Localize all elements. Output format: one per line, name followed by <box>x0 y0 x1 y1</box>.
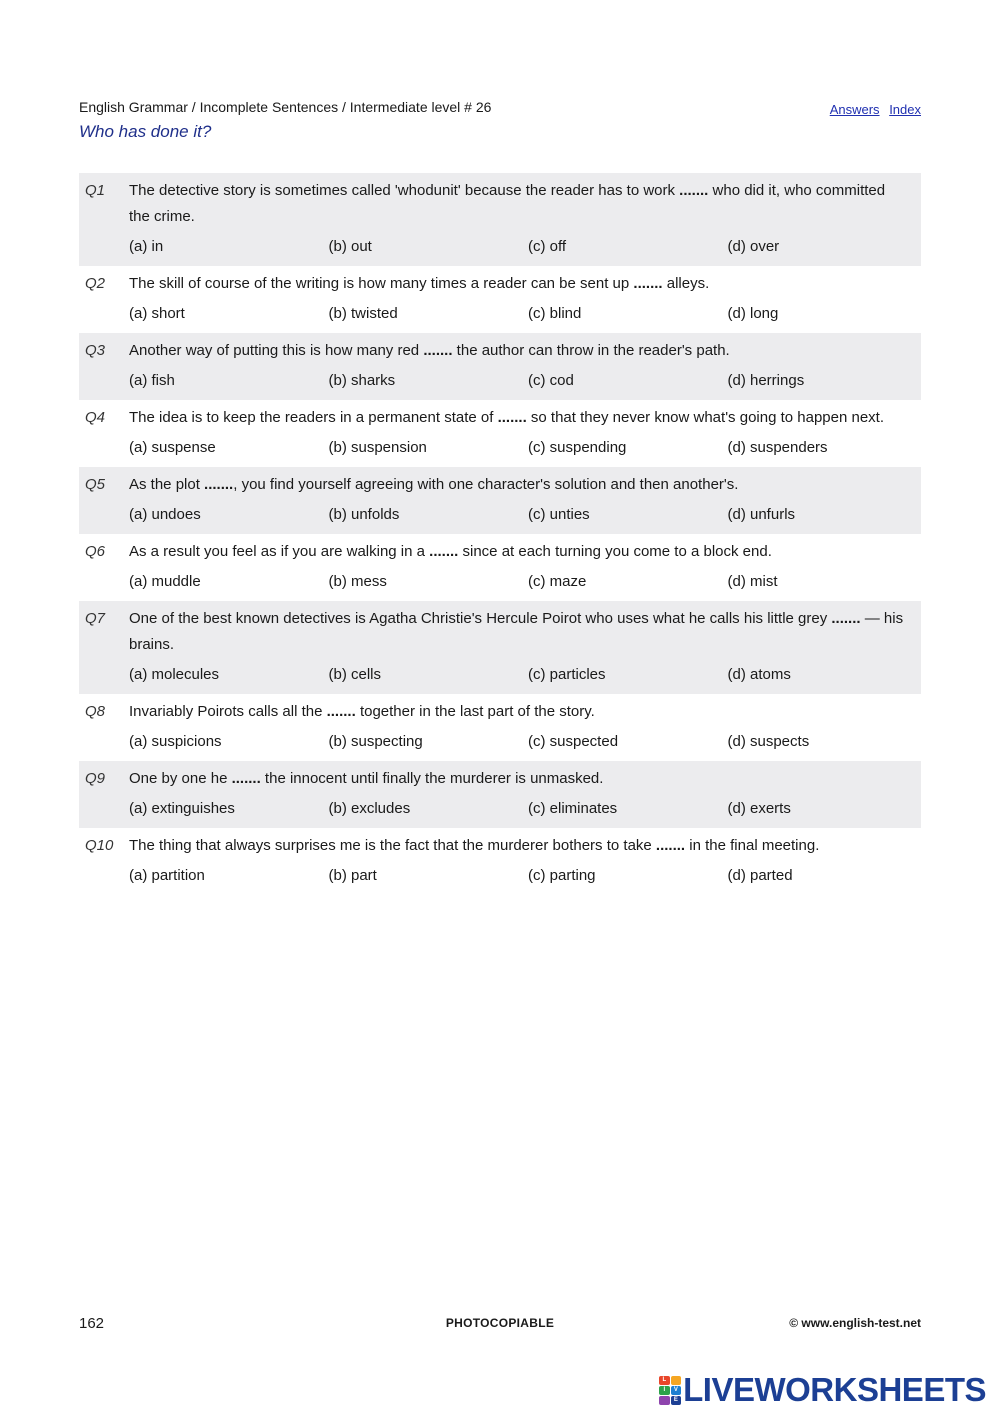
question-number: Q10 <box>85 837 114 854</box>
question-text: Invariably Poirots calls all the ....... together in the last part of the story. <box>129 703 595 720</box>
option-b[interactable]: (b) cells <box>328 666 382 683</box>
option-c[interactable]: (c) off <box>528 238 567 255</box>
question-text: The detective story is sometimes called 'whodunit' because the reader has to work ....... who did it, who committed the crime. <box>129 182 886 225</box>
option-b[interactable]: (b) suspecting <box>328 733 423 750</box>
page-number: 162 <box>79 1315 105 1332</box>
question-list <box>79 173 921 895</box>
blank: ....... <box>204 476 234 493</box>
question-number: Q1 <box>85 182 106 199</box>
photocopiable-label: PHOTOCOPIABLE <box>445 1316 555 1330</box>
options <box>129 571 921 593</box>
option-d[interactable]: (d) atoms <box>727 666 791 683</box>
option-c[interactable]: (c) blind <box>528 305 582 322</box>
option-d[interactable]: (d) exerts <box>727 800 791 817</box>
option-d[interactable]: (d) long <box>727 305 779 322</box>
options <box>129 664 921 686</box>
question-text: Another way of putting this is how many red ....... the author can throw in the reader's path. <box>129 342 730 359</box>
option-d[interactable]: (d) suspects <box>727 733 810 750</box>
question-item <box>79 173 921 266</box>
answers-link[interactable]: Answers <box>829 102 880 117</box>
blank: ....... <box>326 703 356 720</box>
blank: ....... <box>831 610 861 627</box>
option-c[interactable]: (c) maze <box>528 573 587 590</box>
options <box>129 370 921 392</box>
logo-tile <box>671 1376 682 1385</box>
question-item <box>79 333 921 400</box>
question-item <box>79 266 921 333</box>
question-item <box>79 534 921 601</box>
question-number: Q4 <box>85 409 106 426</box>
option-a[interactable]: (a) extinguishes <box>129 800 235 817</box>
blank: ....... <box>633 275 663 292</box>
question-item <box>79 601 921 694</box>
page-title: Who has done it? <box>79 122 212 141</box>
liveworksheets-logo-icon <box>659 1376 681 1404</box>
logo-tile: L <box>659 1376 670 1385</box>
option-a[interactable]: (a) suspense <box>129 439 216 456</box>
option-c[interactable]: (c) eliminates <box>528 800 618 817</box>
option-c[interactable]: (c) parting <box>528 867 596 884</box>
option-b[interactable]: (b) unfolds <box>328 506 400 523</box>
question-text: The idea is to keep the readers in a permanent state of ....... so that they never know what's going to happen next. <box>129 409 885 426</box>
question-number: Q8 <box>85 703 106 720</box>
brand-name: LIVEWORKSHEETS <box>683 1371 986 1408</box>
option-a[interactable]: (a) partition <box>129 867 205 884</box>
question-number: Q6 <box>85 543 106 560</box>
option-b[interactable]: (b) mess <box>328 573 387 590</box>
copyright: © www.english-test.net <box>789 1316 921 1330</box>
option-b[interactable]: (b) sharks <box>328 372 396 389</box>
options <box>129 303 921 325</box>
options <box>129 865 921 887</box>
option-a[interactable]: (a) muddle <box>129 573 201 590</box>
option-a[interactable]: (a) suspicions <box>129 733 222 750</box>
question-text: As the plot ......., you find yourself agreeing with one character's solution and then another's. <box>129 476 739 493</box>
option-a[interactable]: (a) fish <box>129 372 175 389</box>
option-d[interactable]: (d) over <box>727 238 780 255</box>
question-number: Q9 <box>85 770 106 787</box>
option-b[interactable]: (b) out <box>328 238 372 255</box>
index-link[interactable]: Index <box>889 102 921 117</box>
option-c[interactable]: (c) suspected <box>528 733 619 750</box>
option-d[interactable]: (d) suspenders <box>727 439 828 456</box>
option-c[interactable]: (c) cod <box>528 372 574 389</box>
question-number: Q3 <box>85 342 106 359</box>
option-a[interactable]: (a) undoes <box>129 506 201 523</box>
options <box>129 731 921 753</box>
option-d[interactable]: (d) herrings <box>727 372 805 389</box>
question-item <box>79 694 921 761</box>
option-c[interactable]: (c) unties <box>528 506 590 523</box>
question-text: As a result you feel as if you are walking in a ....... since at each turning you come to a block end. <box>129 543 772 560</box>
option-b[interactable]: (b) part <box>328 867 377 884</box>
option-d[interactable]: (d) parted <box>727 867 793 884</box>
options <box>129 798 921 820</box>
option-c[interactable]: (c) suspending <box>528 439 627 456</box>
options <box>129 504 921 526</box>
logo-tile: V <box>671 1386 682 1395</box>
logo-tile: E <box>671 1396 682 1405</box>
question-text: One by one he ....... the innocent until finally the murderer is unmasked. <box>129 770 604 787</box>
question-text: One of the best known detectives is Agatha Christie's Hercule Poirot who uses what he calls his little grey ....... — his brains. <box>129 610 904 653</box>
logo-tile <box>659 1396 670 1405</box>
question-text: The thing that always surprises me is the fact that the murderer bothers to take ....... in the final meeting. <box>129 837 820 854</box>
option-a[interactable]: (a) short <box>129 305 185 322</box>
question-number: Q2 <box>85 275 106 292</box>
option-c[interactable]: (c) particles <box>528 666 606 683</box>
question-number: Q5 <box>85 476 106 493</box>
option-a[interactable]: (a) in <box>129 238 164 255</box>
option-d[interactable]: (d) mist <box>727 573 778 590</box>
question-number: Q7 <box>85 610 106 627</box>
question-item <box>79 400 921 467</box>
question-item <box>79 467 921 534</box>
option-d[interactable]: (d) unfurls <box>727 506 796 523</box>
logo-tile: I <box>659 1386 670 1395</box>
blank: ....... <box>655 837 686 854</box>
question-item <box>79 761 921 828</box>
blank: ....... <box>429 543 459 560</box>
option-b[interactable]: (b) suspension <box>328 439 427 456</box>
blank: ....... <box>231 770 261 787</box>
breadcrumb: English Grammar / Incomplete Sentences / Intermediate level # 26 <box>79 99 492 115</box>
question-text: The skill of course of the writing is how many times a reader can be sent up ....... alleys. <box>129 275 710 292</box>
options <box>129 437 921 459</box>
blank: ....... <box>679 182 709 199</box>
option-b[interactable]: (b) twisted <box>328 305 398 322</box>
option-a[interactable]: (a) molecules <box>129 666 220 683</box>
option-b[interactable]: (b) excludes <box>328 800 411 817</box>
options <box>129 236 921 258</box>
blank: ....... <box>423 342 453 359</box>
liveworksheets-brand <box>659 1371 986 1409</box>
question-item <box>79 828 921 895</box>
page-header <box>79 99 921 142</box>
header-links <box>824 102 921 117</box>
blank: ....... <box>497 409 527 426</box>
